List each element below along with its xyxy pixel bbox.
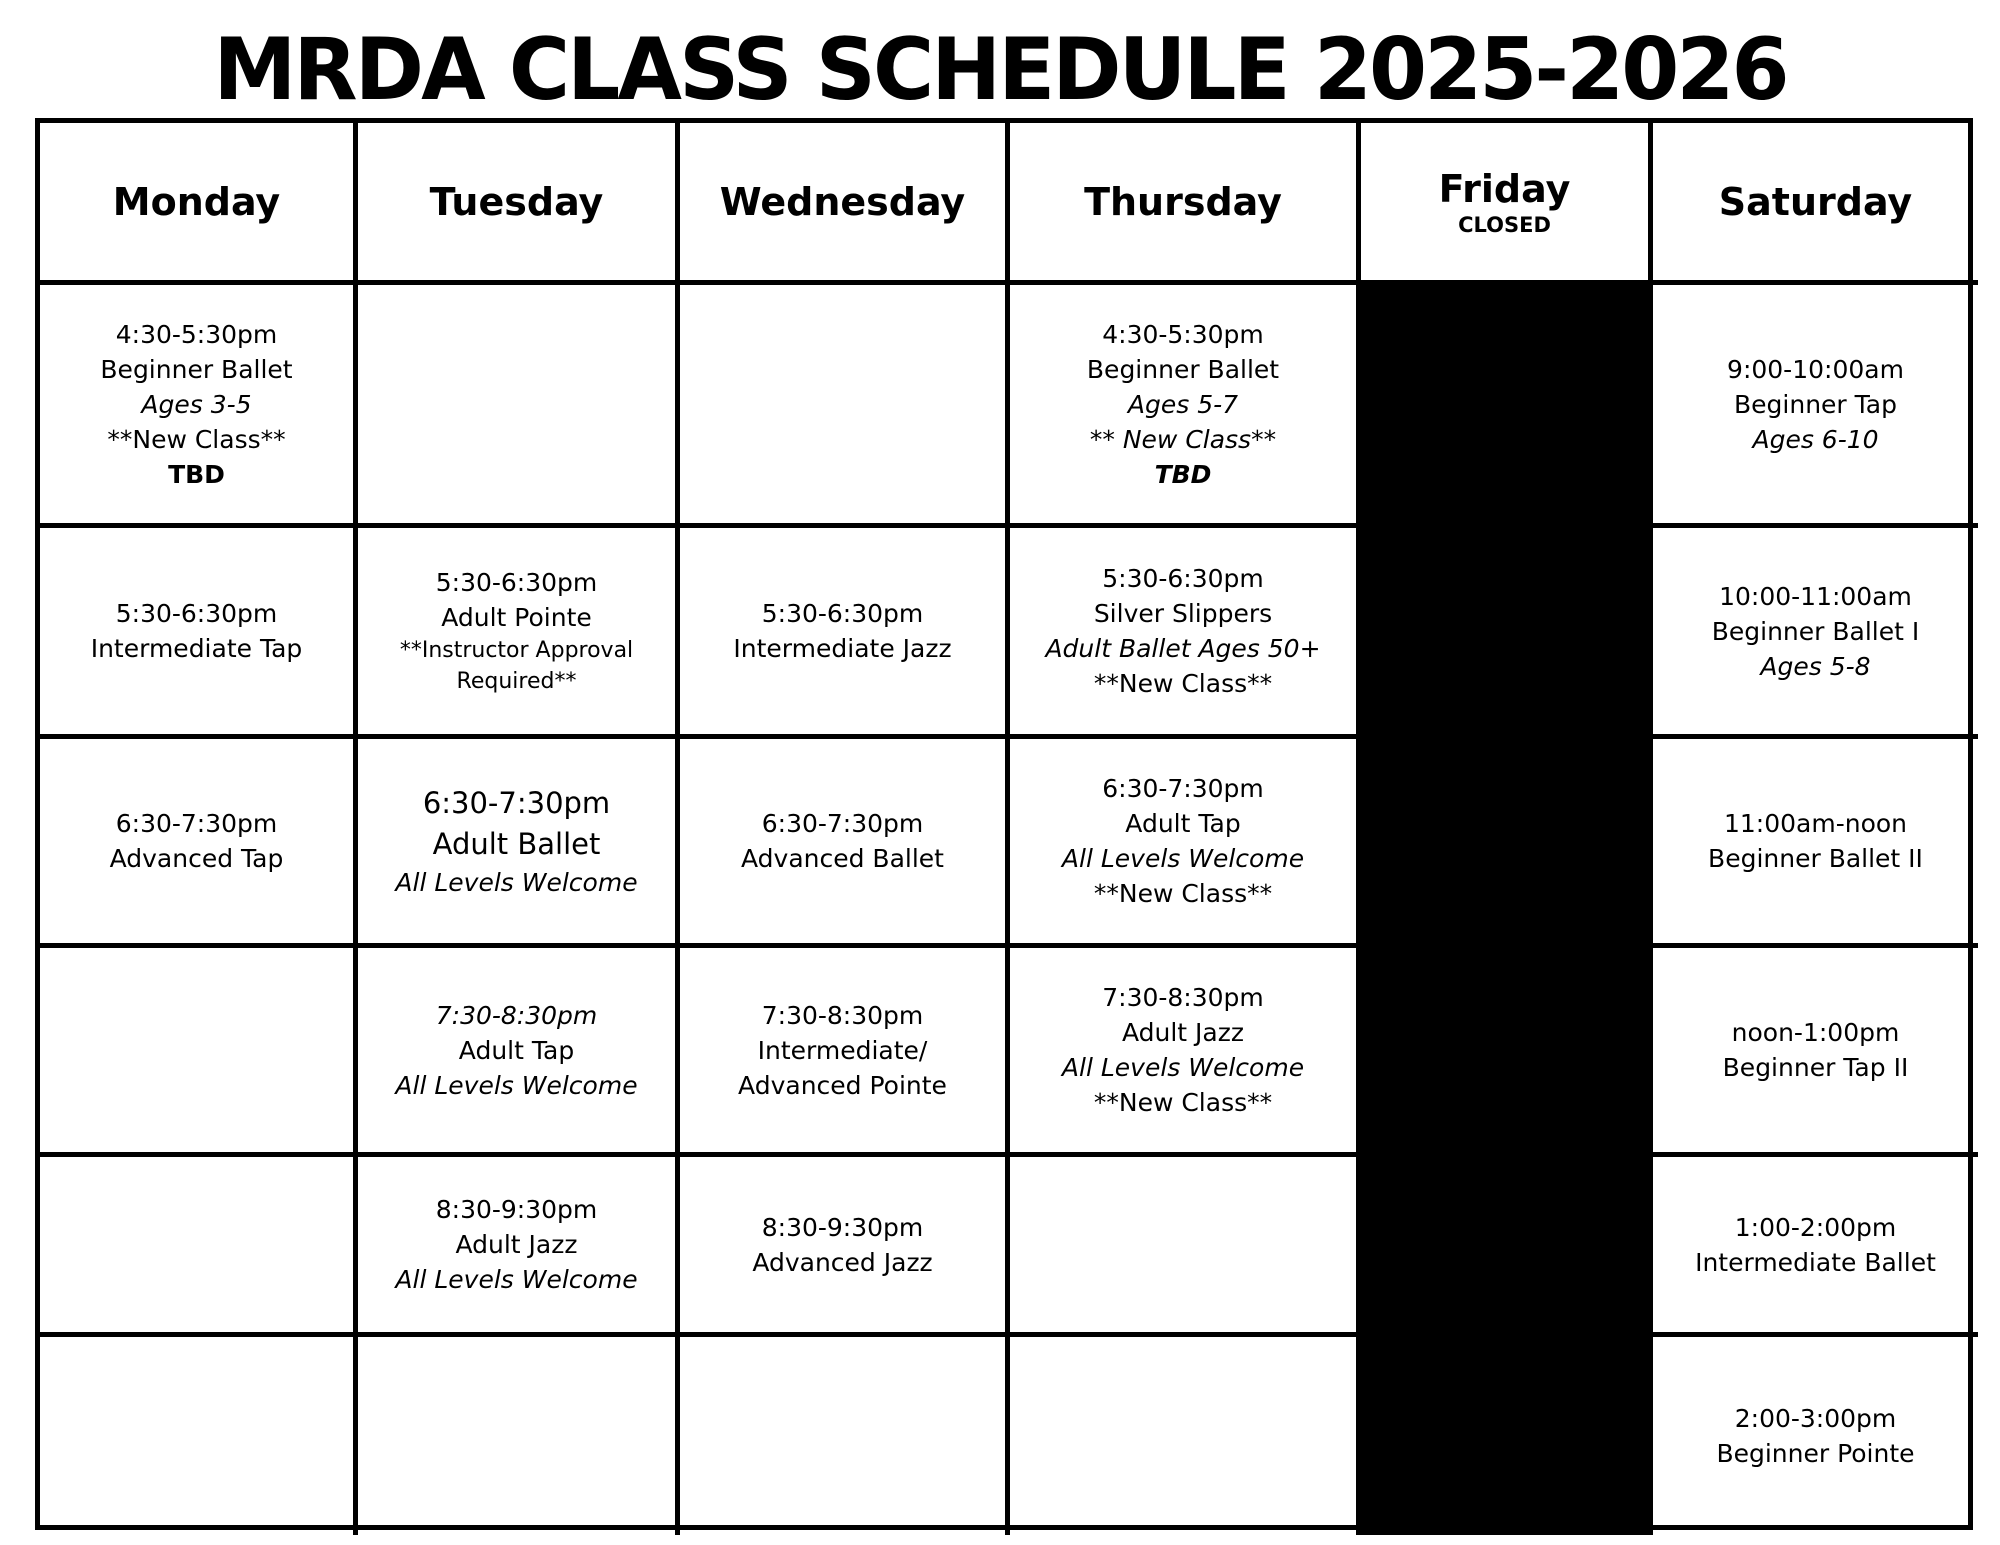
- class-level: All Levels Welcome: [1061, 1053, 1305, 1082]
- class-time: 5:30-6:30pm: [1102, 564, 1264, 593]
- header-thursday: [1010, 123, 1361, 285]
- class-ages: Ages 5-8: [1760, 651, 1871, 681]
- class-cell: [358, 739, 680, 948]
- class-cell: [680, 1157, 1010, 1337]
- class-detail: Adult Ballet Ages 50+: [1045, 634, 1321, 663]
- header-tuesday: [358, 123, 680, 285]
- class-name: Beginner Ballet I: [1711, 616, 1920, 646]
- class-cell: [40, 285, 358, 528]
- class-note: ** New Class**: [1089, 424, 1277, 454]
- day-label: Wednesday: [719, 179, 966, 224]
- header-friday: [1361, 123, 1653, 285]
- class-name: Adult Jazz: [1121, 1018, 1244, 1047]
- class-cell: [1653, 285, 1978, 528]
- class-cell: [40, 528, 358, 739]
- empty-cell: [40, 1337, 358, 1535]
- empty-cell: [680, 285, 1010, 528]
- class-note: **New Class**: [1093, 1088, 1273, 1117]
- class-time: 5:30-6:30pm: [115, 599, 278, 628]
- class-time: 4:30-5:30pm: [115, 319, 278, 349]
- header-saturday: [1653, 123, 1978, 285]
- class-time: 6:30-7:30pm: [761, 809, 924, 838]
- class-ages: Ages 5-7: [1127, 389, 1239, 419]
- class-cell: [40, 739, 358, 948]
- class-note: Required**: [456, 669, 577, 694]
- class-cell: [1653, 528, 1978, 739]
- class-name: Advanced Tap: [109, 844, 284, 873]
- class-cell: [1653, 948, 1978, 1157]
- class-name: Advanced Jazz: [752, 1247, 933, 1277]
- class-cell: [1010, 739, 1361, 948]
- class-time: 7:30-8:30pm: [1102, 983, 1264, 1012]
- class-cell: [358, 1157, 680, 1337]
- class-time: 5:30-6:30pm: [435, 568, 598, 597]
- class-cell: [1653, 739, 1978, 948]
- empty-cell: [358, 285, 680, 528]
- class-cell: [680, 948, 1010, 1157]
- class-cell: [680, 528, 1010, 739]
- class-note: **New Class**: [1093, 669, 1273, 698]
- class-note: **New Class**: [107, 424, 286, 454]
- class-time: 7:30-8:30pm: [761, 1000, 924, 1030]
- class-name: Adult Tap: [458, 1035, 575, 1065]
- class-time: 6:30-7:30pm: [1102, 774, 1264, 803]
- class-level: All Levels Welcome: [395, 867, 638, 897]
- class-status: TBD: [1154, 459, 1212, 489]
- class-name: Adult Tap: [1125, 809, 1241, 838]
- class-cell: [1010, 948, 1361, 1157]
- class-name: Silver Slippers: [1093, 599, 1273, 628]
- class-cell: [1010, 285, 1361, 528]
- class-time: 4:30-5:30pm: [1102, 319, 1264, 349]
- day-label: Thursday: [1084, 179, 1282, 224]
- class-ages: Ages 6-10: [1752, 424, 1879, 454]
- class-time: 1:00-2:00pm: [1734, 1212, 1897, 1242]
- class-cell: [680, 739, 1010, 948]
- class-name: Intermediate Jazz: [733, 634, 952, 663]
- day-label: Friday: [1438, 166, 1571, 211]
- class-name: Beginner Ballet II: [1708, 844, 1923, 873]
- class-name: Beginner Ballet: [100, 354, 293, 384]
- header-monday: [40, 123, 358, 285]
- class-name: Adult Ballet: [432, 826, 601, 861]
- class-note: **Instructor Approval: [399, 638, 634, 663]
- schedule-table: [35, 118, 1973, 1530]
- class-time: 8:30-9:30pm: [435, 1195, 598, 1224]
- page-title: MRDA CLASS SCHEDULE 2025-2026: [213, 20, 1787, 120]
- empty-cell: [40, 948, 358, 1157]
- class-name: Beginner Ballet: [1086, 354, 1280, 384]
- class-name: Advanced Ballet: [741, 844, 944, 873]
- class-ages: Ages 3-5: [141, 389, 252, 419]
- class-level: All Levels Welcome: [395, 1265, 638, 1294]
- class-status: TBD: [168, 459, 225, 489]
- class-name: Beginner Tap II: [1722, 1053, 1909, 1082]
- class-name: Adult Jazz: [455, 1230, 578, 1259]
- closed-label: CLOSED: [1458, 212, 1551, 237]
- class-name: Intermediate/: [757, 1035, 928, 1065]
- class-time: 5:30-6:30pm: [761, 599, 924, 628]
- class-time: 7:30-8:30pm: [435, 1000, 598, 1030]
- day-label: Saturday: [1718, 179, 1913, 224]
- empty-cell: [680, 1337, 1010, 1535]
- class-level: All Levels Welcome: [395, 1070, 638, 1100]
- class-cell: [1653, 1157, 1978, 1337]
- class-cell: [1653, 1337, 1978, 1535]
- friday-closed-block: [1361, 285, 1653, 1535]
- class-time: noon-1:00pm: [1731, 1018, 1900, 1047]
- empty-cell: [1010, 1157, 1361, 1337]
- empty-cell: [40, 1157, 358, 1337]
- class-time: 8:30-9:30pm: [761, 1212, 924, 1242]
- class-time: 10:00-11:00am: [1719, 581, 1912, 611]
- class-note: **New Class**: [1093, 879, 1273, 908]
- class-level: All Levels Welcome: [1061, 844, 1305, 873]
- class-time: 6:30-7:30pm: [115, 809, 278, 838]
- class-name: Intermediate Tap: [90, 634, 303, 663]
- class-time: 2:00-3:00pm: [1734, 1404, 1897, 1433]
- class-cell: [358, 528, 680, 739]
- class-time: 9:00-10:00am: [1727, 354, 1904, 384]
- class-name: Beginner Pointe: [1716, 1439, 1915, 1468]
- class-name: Adult Pointe: [441, 603, 592, 632]
- class-name: Beginner Tap: [1734, 389, 1897, 419]
- day-label: Monday: [112, 179, 281, 224]
- header-wednesday: [680, 123, 1010, 285]
- day-label: Tuesday: [429, 179, 604, 224]
- class-name: Intermediate Ballet: [1695, 1247, 1936, 1277]
- class-time: 11:00am-noon: [1723, 809, 1908, 838]
- empty-cell: [358, 1337, 680, 1535]
- class-name: Advanced Pointe: [738, 1070, 947, 1100]
- class-time: 6:30-7:30pm: [422, 785, 611, 820]
- empty-cell: [1010, 1337, 1361, 1535]
- class-cell: [358, 948, 680, 1157]
- class-cell: [1010, 528, 1361, 739]
